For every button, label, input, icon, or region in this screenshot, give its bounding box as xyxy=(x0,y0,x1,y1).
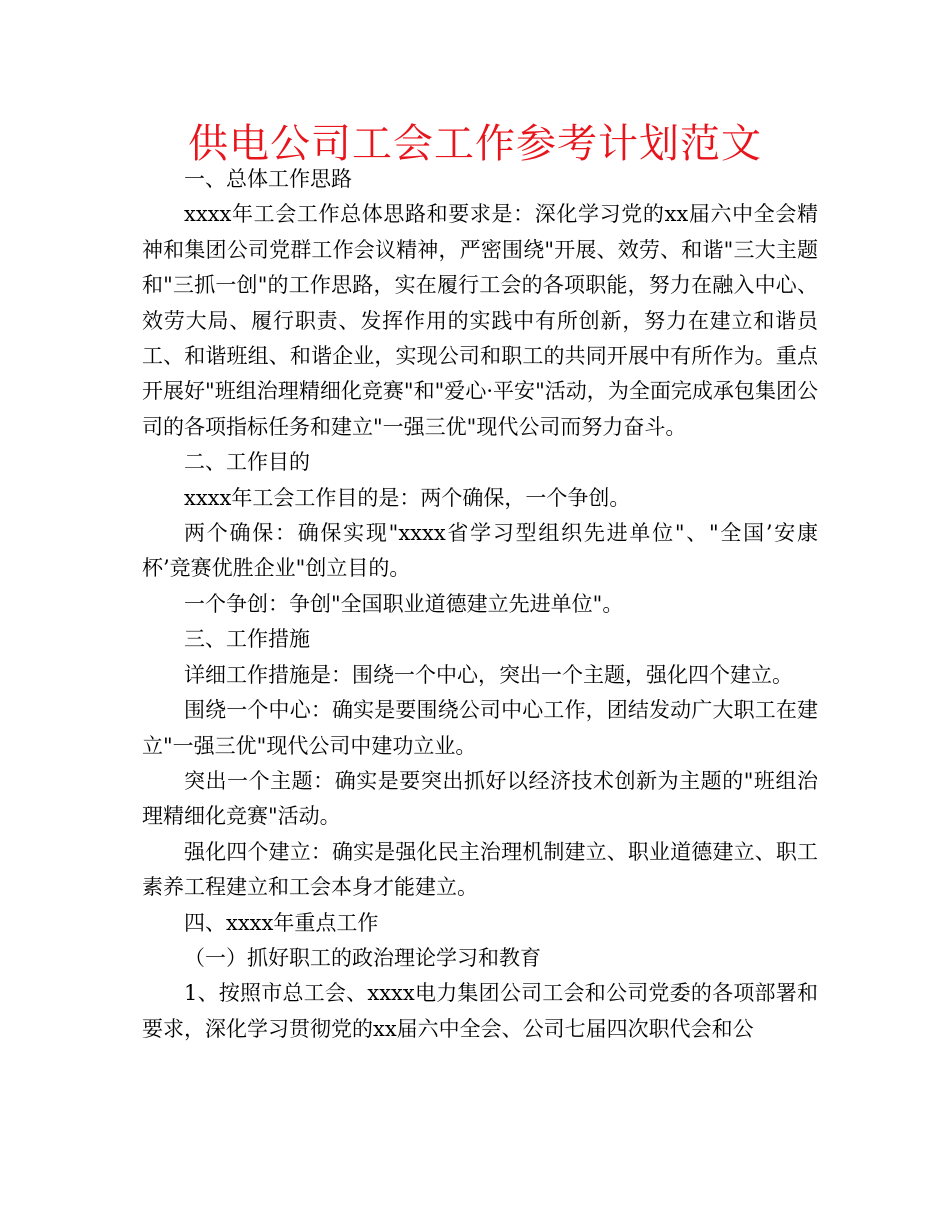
paragraph: 突出一个主题：确实是要突出抓好以经济技术创新为主题的"班组治理精细化竞赛"活动。 xyxy=(142,768,818,829)
paragraph: 围绕一个中心：确实是要围绕公司中心工作，团结发动广大职工在建立"一强三优"现代公司中建功立业。 xyxy=(142,698,818,758)
section-heading-3: 三、工作措施 xyxy=(184,627,310,652)
document-title: 供电公司工会工作参考计划范文 xyxy=(188,121,762,167)
section-heading-4: 四、xxxx年重点工作 xyxy=(184,910,379,935)
paragraph: 详细工作措施是：围绕一个中心，突出一个主题，强化四个建立。 xyxy=(184,662,793,687)
paragraph: 强化四个建立：确实是强化民主治理机制建立、职业道德建立、职工素养工程建立和工会本身才能建立。 xyxy=(142,839,818,900)
paragraph: xxxx年工会工作总体思路和要求是：深化学习党的xx届六中全会精神和集团公司党群工作会议精神，严密围绕"开展、效劳、和谐"三大主题和"三抓一创"的工作思路，实在履行工会的各项职能，努力在融入中心、效劳大局、履行职责、发挥作用的实践中有所创新，努力在建立和谐员工、和谐班组、和谐企业，实现公司和职工的共同开展中有所作为。重点开展好"班组治理精细化竞赛"和"爱心·平安"活动，为全面完成承包集团公司的各项指标任务和建立"一强三优"现代公司而努力奋斗。 xyxy=(142,202,818,439)
paragraph: 1、按照市总工会、xxxx电力集团公司工会和公司党委的各项部署和要求，深化学习贯彻党的xx届六中全会、公司七届四次职代会和公 xyxy=(142,981,818,1041)
paragraph: 一个争创：争创"全国职业道德建立先进单位"。 xyxy=(184,591,624,616)
section-heading-1: 一、总体工作思路 xyxy=(184,167,352,191)
paragraph: xxxx年工会工作目的是：两个确保，一个争创。 xyxy=(184,485,631,510)
document-body xyxy=(142,162,818,1047)
section-heading-2: 二、工作目的 xyxy=(184,450,310,475)
subsection-heading: （一）抓好职工的政治理论学习和教育 xyxy=(184,945,541,970)
paragraph: 两个确保：确保实现"xxxx省学习型组织先进单位"、"全国’安康杯’竞赛优胜企业"创立目的。 xyxy=(142,521,818,581)
